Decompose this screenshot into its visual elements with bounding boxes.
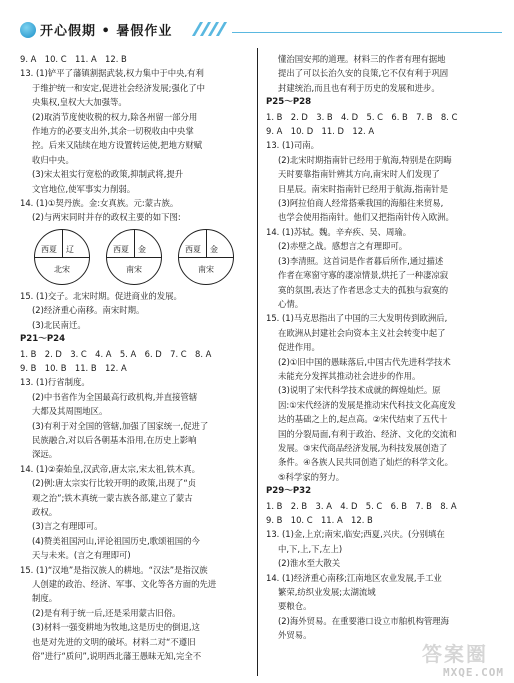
regime-diagrams (20, 225, 252, 289)
answer-line: 13. (1)铲平了藩镇割据武装,权力集中于中央,有利 (20, 68, 204, 79)
answer-line: 于维护统一和安定,促进社会经济发展;强化了中 (32, 82, 205, 93)
answer-line: (2)淮水至大散关 (278, 558, 341, 569)
answer-line: 15. (1)“汉地”是指汉族人的耕地。“汉法”是指汉族 (20, 564, 208, 575)
left-answers-part1 (20, 52, 252, 225)
answer-line: 13. (1)行省制度。 (20, 377, 90, 388)
answer-line: 1. B 2. B 3. A 4. D 5. C 6. B 7. B 8. A (266, 500, 457, 511)
answer-line: (3)阿拉伯商人经常搭乘我国的海船往来贸易, (278, 198, 444, 209)
answer-line: 作者在寒窗守寡的凄凉情景,烘托了一种凄凉寂 (278, 270, 449, 281)
answer-line: 懂治国安邦的道理。材料三的作者有理有据地 (278, 54, 446, 64)
decorative-stripes-icon (190, 22, 230, 36)
answer-line: 未能充分发挥其推动社会进步的作用。 (278, 370, 421, 381)
answer-line: 要粮仓。 (278, 601, 312, 612)
answer-line: (2)中书省作为全国最高行政机构,并直接管辖 (32, 391, 198, 402)
column-divider (257, 48, 258, 676)
page-header (0, 0, 514, 40)
answer-line: 14. (1)①契丹族。金:女真族。元:蒙古族。 (20, 198, 179, 209)
answer-line: (2)海外贸易。在重要港口设立市舶机构管理海 (278, 615, 449, 626)
answer-line: (3)宋太祖实行宽松的政策,抑制武将,提升 (32, 169, 184, 180)
answer-line: 作地方的必要支出外,其余一切税收由中央掌 (32, 126, 194, 137)
answer-line: 也学会使用指南针。他们又把指南针传入欧洲。 (278, 212, 454, 223)
answer-line: (2)①旧中国的愚昧落后,中国古代先进科学技术 (278, 356, 451, 367)
answer-line: (2)与两宋同时并存的政权主要的如下图: (32, 212, 181, 223)
answer-line: ⑤科学家的努力。 (278, 471, 345, 482)
logo-circle-icon (20, 22, 36, 38)
answer-line: 在欧洲从封建社会向资本主义社会转变中起了 (278, 327, 446, 338)
answer-line: 外贸易。 (278, 630, 312, 641)
right-answers (266, 52, 498, 643)
answer-line: 9. A 10. D 11. D 12. A (266, 126, 375, 137)
answer-line: 9. B 10. C 11. A 12. B (266, 515, 373, 525)
answer-line: (2)取消节度使收税的权力,除各州留一部分用 (32, 111, 198, 122)
answer-line: 国的分裂局面,有利于政治、经济、文化的交流和 (278, 428, 457, 439)
answer-line: 文官地位,使军事实力削弱。 (32, 183, 136, 194)
answer-line: 繁荣,纺织业发展;太湖流域 (278, 587, 376, 598)
answer-line: (3)材料一强变耕地为牧地,这是历史的倒退,这 (32, 622, 200, 633)
answer-line: 达的基础之上的,起点高。②宋代结束了五代十 (278, 414, 448, 425)
answer-line: 9. B 10. B 11. B 12. A (20, 362, 127, 373)
answer-line: 促进作用。 (278, 342, 320, 353)
answer-line: 人创建的政治、经济、军事、文化等各方面的先进 (32, 579, 217, 589)
answer-line: 民族融合,对以后各朝基本沿用,在历史上影响 (32, 434, 197, 445)
answer-line: (3)有利于对全国的管辖,加强了国家统一,促进了 (32, 420, 209, 431)
watermark-logo: 答案圈 MXQE.COM (422, 642, 504, 679)
answer-line: 14. (1)经济重心南移;江南地区农业发展,手工业 (266, 572, 442, 583)
answer-line: 发展。③宋代商品经济发展,为科技发展创造了 (278, 442, 448, 453)
header-divider (232, 32, 502, 33)
answer-line: 14. (1)苏轼。魏。辛弃疾、吴、周瑜。 (266, 226, 412, 237)
answer-line: 也是对先进的文明的破坏。材料二对“不遵旧 (32, 636, 196, 647)
answer-line: 天与未来。(言之有理即可) (32, 550, 131, 561)
section-heading: P25～P28 (266, 97, 312, 108)
answer-line: (2)经济重心南移。南宋时期。 (32, 305, 145, 316)
section-heading: P29～P32 (266, 486, 312, 497)
answer-line: (3)李清照。这首词是作者暮后所作,通过描述 (278, 255, 444, 266)
answer-line: (2)是有利于统一后,还是采用蒙古旧俗。 (32, 607, 181, 618)
answer-line: 央集权,皇权大大加强等。 (32, 97, 127, 108)
answer-line: 因:①宋代经济的发展是推动宋代科技文化高度发 (278, 399, 456, 410)
answer-line: 13. (1)司南。 (266, 140, 319, 151)
answer-line: 9. A 10. C 11. A 12. B (20, 54, 127, 64)
answer-line: 控。后来又陆续在地方设置转运使,把地方财赋 (32, 140, 203, 151)
page-title: 开心假期 • 暑假作业 (40, 24, 173, 39)
answer-line: 封建统治,而且也有利于历史的发展和进步。 (278, 82, 440, 93)
answer-line: 15. (1)马克思指出了中国的三大发明传到欧洲后, (266, 313, 448, 324)
answer-line: 观之治”;铁木真统一蒙古族各部,建立了蒙古 (32, 492, 193, 503)
answer-line: 15. (1)交子。北宋时期。促进商业的发展。 (20, 290, 182, 301)
answer-line: 大都及其周围地区。 (32, 406, 108, 417)
answer-line: (3)言之有理即可。 (32, 521, 103, 532)
answer-line: 政权。 (32, 506, 58, 517)
answer-line: (2)北宋时期指南针已经用于航海,特别是在阴晦 (278, 154, 452, 165)
left-answers-part2 (20, 289, 252, 664)
right-column (266, 52, 498, 643)
answer-line: (3)说明了宋代科学技术成就的辉煌灿烂。原 (278, 385, 441, 396)
answer-line: 1. B 2. D 3. C 4. A 5. A 6. D 7. C 8. A (20, 348, 212, 359)
answer-line: (3)北民南迁。 (32, 319, 86, 330)
answer-line: (4)赞美祖国河山,评论祖国历史,歌颂祖国的今 (32, 535, 200, 546)
answer-line: (2)赤壁之战。感想言之有理即可。 (278, 241, 408, 252)
left-column (20, 52, 252, 663)
answer-line: 中,下,上,下,左上) (278, 543, 343, 554)
answer-line: 提出了可以长治久安的良策,它不仅有利于巩固 (278, 68, 449, 79)
answer-line: 13. (1)金,上京;南宋,临安;西夏,兴庆。(分别填在 (266, 529, 445, 540)
answer-line: 深远。 (32, 449, 58, 460)
answer-line: 俗”进行“质问”,说明西北藩王愚昧无知,完全不 (32, 651, 202, 662)
answer-line: (2)例:唐太宗实行比较开明的政策,出现了“贞 (32, 478, 197, 489)
answer-line: 天时要靠指南针辨其方向,南宋时人们发现了 (278, 169, 440, 180)
answer-line: 收归中央。 (32, 154, 74, 165)
section-heading: P21～P24 (20, 334, 66, 345)
answer-line: 条件。④各族人民共同创造了灿烂的科学文化。 (278, 457, 454, 468)
regime-diagram-3: 西夏 金 南宋 (178, 229, 234, 285)
regime-diagram-2: 西夏 金 南宋 (106, 229, 162, 285)
regime-diagram-1: 西夏 辽 北宋 (34, 229, 90, 285)
answer-line: 1. B 2. D 3. B 4. D 5. C 6. B 7. B 8. C (266, 111, 458, 122)
answer-line: 制度。 (32, 593, 58, 604)
answer-line: 寞的氛围,表达了作者思念丈夫的孤独与寂寞的 (278, 284, 449, 295)
answer-line: 心情。 (278, 298, 304, 309)
answer-line: 14. (1)②秦始皇,汉武帝,唐太宗,宋太祖,铁木真。 (20, 463, 200, 474)
answer-line: 日星辰。南宋时指南针已经用于航海,指南针是 (278, 183, 449, 194)
